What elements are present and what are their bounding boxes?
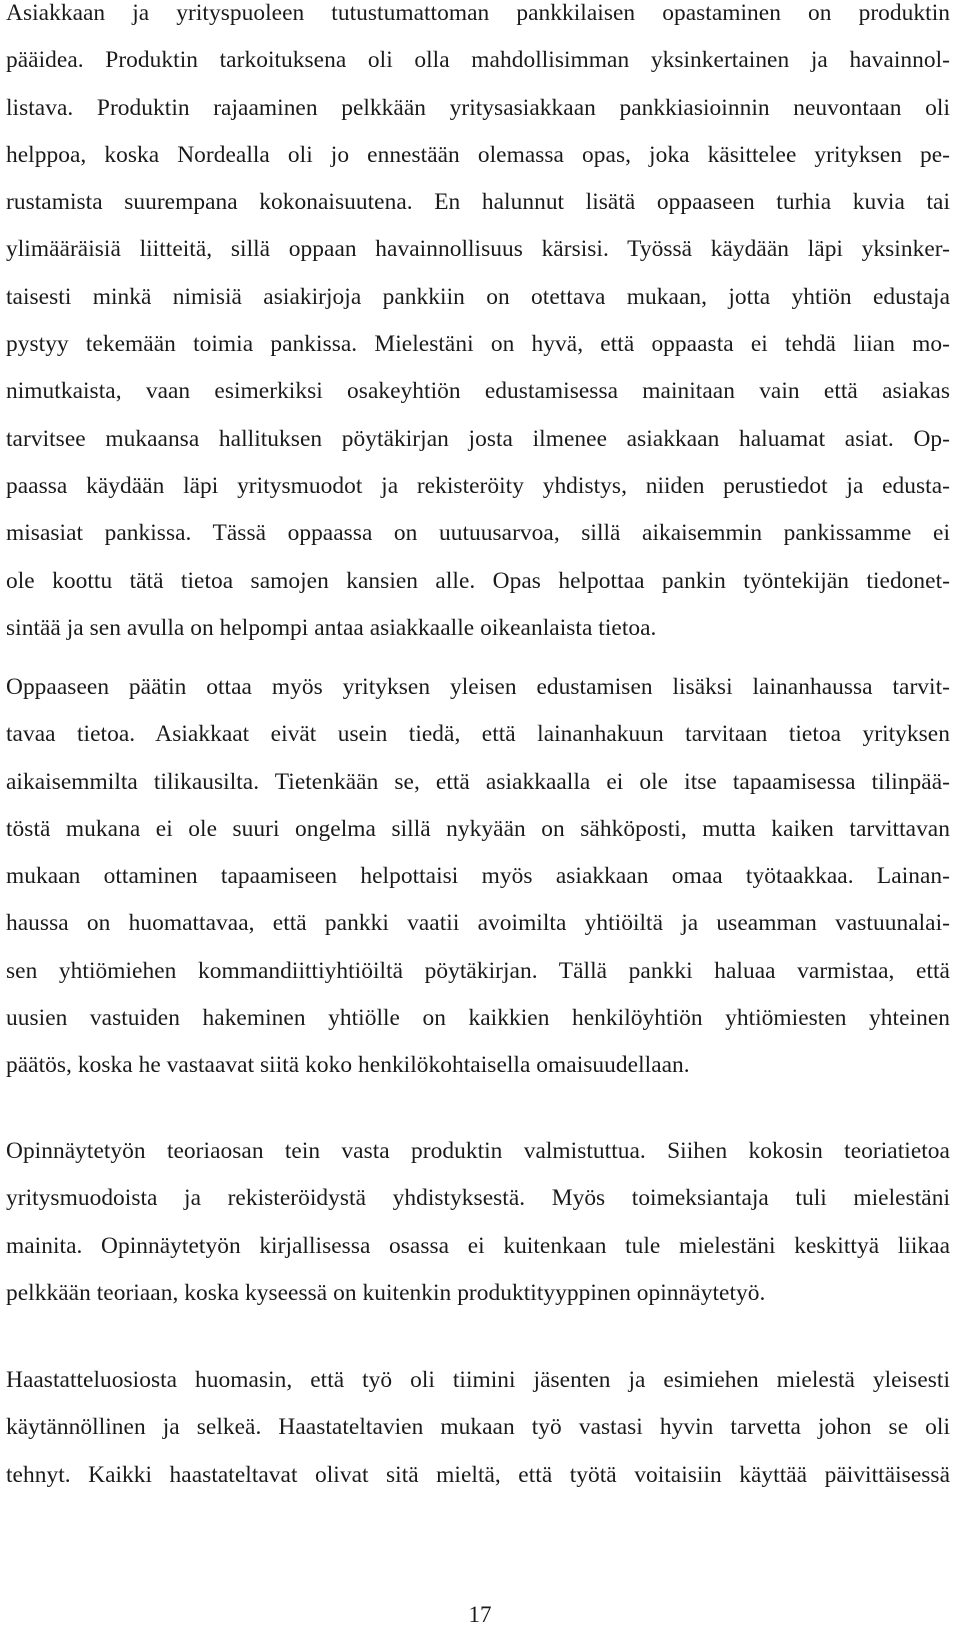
text-line: misasiat pankissa. Tässä oppaassa on uutuusarvoa, sillä aikaisemmin pankissamme ei [6,520,950,547]
text-line: mainita. Opinnäytetyön kirjallisessa osassa ei kuitenkaan tule mielestäni keskittyä liikaa [6,1232,950,1259]
text-line: Oppaaseen päätin ottaa myös yrityksen yleisen edustamisen lisäksi lainanhaussa tarvit- [6,674,950,700]
text-line: Haastatteluosiosta huomasin, että työ oli tiimini jäsenten ja esimiehen mielestä yleisesti [6,1367,950,1393]
text-line: tarvitsee mukaansa hallituksen pöytäkirjan josta ilmenee asiakkaan haluamat asiat. Op- [6,425,950,452]
text-line: paassa käydään läpi yritysmuodot ja rekisteröity yhdistys, niiden perustiedot ja edusta- [6,472,950,499]
text-line: sintää ja sen avulla on helpompi antaa asiakkaalle oikeanlaista tietoa. [6,614,657,641]
text-line: Asiakkaan ja yrityspuoleen tutustumattoman pankkilaisen opastaminen on produktin [6,0,950,26]
text-line: käytännöllinen ja selkeä. Haastateltavien mukaan työ vastasi hyvin tarvetta johon se oli [6,1414,950,1441]
text-line: ylimääräisiä liitteitä, sillä oppaan havainnollisuus kärsisi. Työssä käydään läpi yksinker- [6,236,950,263]
text-line: mukaan ottaminen tapaamiseen helpottaisi myös asiakkaan omaa työtaakkaa. Lainan- [6,863,950,890]
text-line: listava. Produktin rajaaminen pelkkään yritysasiakkaan pankkiasioinnin neuvontaan oli [6,94,950,121]
text-line: Opinnäytetyön teoriaosan tein vasta produktin valmistuttua. Siihen kokosin teoriatietoa [6,1138,950,1164]
text-line: tavaa tietoa. Asiakkaat eivät usein tiedä, että lainanhakuun tarvitaan tietoa yrityksen [6,721,950,748]
text-line: nimutkaista, vaan esimerkiksi osakeyhtiön edustamisessa mainitaan vain että asiakas [6,378,950,405]
paragraph [6,0,950,652]
text-line: pääidea. Produktin tarkoituksena oli olla mahdollisimman yksinkertainen ja havainnol- [6,47,950,74]
paragraph [6,1357,950,1499]
text-line: töstä mukana ei ole suuri ongelma sillä nykyään on sähköposti, mutta kaiken tarvittavan [6,815,950,842]
paragraph [6,1128,950,1317]
text-line: pystyy tekemään toimia pankissa. Mielestäni on hyvä, että oppaasta ei tehdä liian mo- [6,331,950,358]
text-line: helppoa, koska Nordealla oli jo ennestään olemassa opas, joka käsittelee yrityksen pe- [6,141,950,168]
text-line: aikaisemmilta tilikausilta. Tietenkään se, että asiakkaalla ei ole itse tapaamisessa tilinpää- [6,768,950,795]
text-line: päätös, koska he vastaavat siitä koko henkilökohtaisella omaisuudellaan. [6,1052,690,1079]
page-number: 17 [468,1602,492,1627]
text-line: taisesti minkä nimisiä asiakirjoja pankkiin on otettava mukaan, jotta yhtiön edustaja [6,283,950,310]
text-line: rustamista suurempana kokonaisuutena. En halunnut lisätä oppaaseen turhia kuvia tai [6,189,950,216]
text-line: tehnyt. Kaikki haastateltavat olivat sitä mieltä, että työtä voitaisiin käyttää päivittäisessä [6,1461,950,1488]
text-line: sen yhtiömiehen kommandiittiyhtiöiltä pöytäkirjan. Tällä pankki haluaa varmistaa, että [6,957,950,984]
text-line: yritysmuodoista ja rekisteröidystä yhdistyksestä. Myös toimeksiantaja tuli mielestäni [6,1185,950,1212]
text-line: uusien vastuiden hakeminen yhtiölle on kaikkien henkilöyhtiön yhtiömiesten yhteinen [6,1005,950,1032]
text-line: pelkkään teoriaan, koska kyseessä on kuitenkin produktityyppinen opinnäytetyö. [6,1279,766,1306]
text-line: ole koottu tätä tietoa samojen kansien alle. Opas helpottaa pankin työntekijän tiedonet- [6,567,950,594]
text-line: haussa on huomattavaa, että pankki vaatii avoimilta yhtiöiltä ja useamman vastuunalai- [6,910,950,937]
paragraph [6,664,950,1090]
